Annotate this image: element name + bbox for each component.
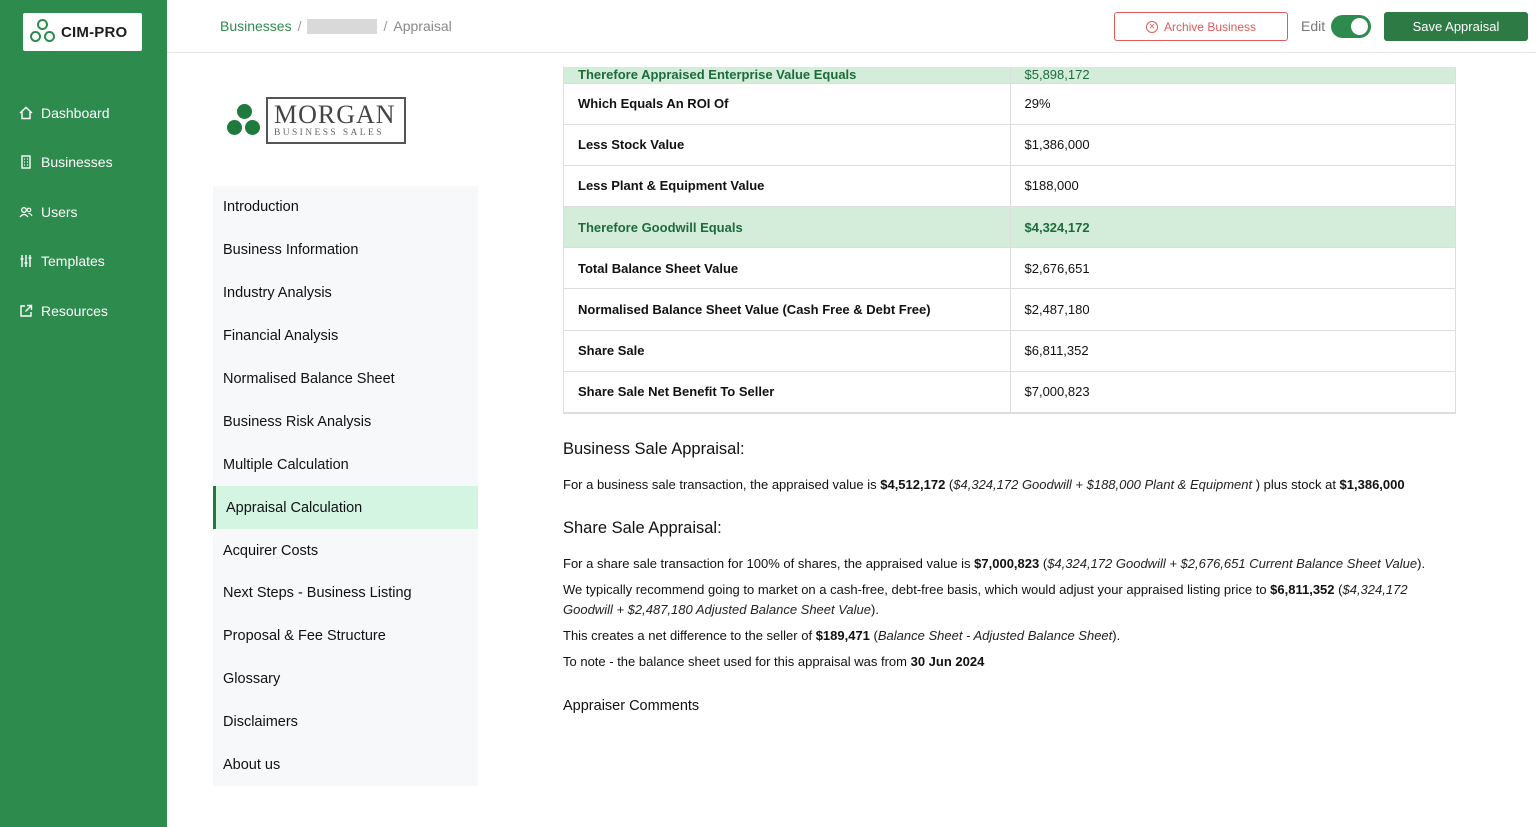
home-icon xyxy=(18,105,34,121)
appraiser-comments-heading: Appraiser Comments xyxy=(563,698,700,714)
row-label: Less Stock Value xyxy=(564,124,1010,165)
section-normalised-balance-sheet[interactable]: Normalised Balance Sheet xyxy=(223,371,395,387)
table-row xyxy=(564,124,1455,165)
text: ( xyxy=(1039,556,1048,571)
row-label: Less Plant & Equipment Value xyxy=(564,165,1010,206)
text: We typically recommend going to market on a cash-free, debt-free basis, which would adjust your appraised listing price to xyxy=(563,582,1271,597)
table-row xyxy=(564,330,1455,371)
section-multiple-calculation[interactable]: Multiple Calculation xyxy=(223,456,349,473)
row-value: $7,000,823 xyxy=(1010,371,1455,412)
section-menu xyxy=(213,186,478,786)
users-icon xyxy=(18,204,34,220)
section-industry-analysis[interactable]: Industry Analysis xyxy=(223,285,332,302)
row-label: Therefore Goodwill Equals xyxy=(564,207,1010,248)
table-row xyxy=(564,67,1455,83)
share-sale-paragraph-3 xyxy=(563,626,1443,646)
value: $1,386,000 xyxy=(1339,477,1405,492)
value: $4,512,172 xyxy=(880,477,946,492)
sidebar-item-resources[interactable] xyxy=(0,286,167,336)
section-financial-analysis[interactable]: Financial Analysis xyxy=(223,328,339,345)
brand-subtitle: BUSINESS SALES xyxy=(274,128,384,138)
row-label: Which Equals An ROI Of xyxy=(564,83,1010,124)
sidebar-item-label: Dashboard xyxy=(41,104,110,121)
row-value: $5,898,172 xyxy=(1010,67,1455,83)
text: To note - the balance sheet used for this appraisal was from xyxy=(563,654,911,669)
table-row-highlighted xyxy=(564,207,1455,248)
text: ( xyxy=(869,628,878,643)
table-row xyxy=(564,371,1455,412)
row-value: $6,811,352 xyxy=(1010,330,1455,371)
row-value: $1,386,000 xyxy=(1010,124,1455,165)
sidebar-item-label: Users xyxy=(41,203,78,220)
text: ( xyxy=(1334,582,1343,597)
business-sale-paragraph xyxy=(563,475,1443,495)
text: ). xyxy=(871,602,879,617)
sidebar-item-businesses[interactable] xyxy=(0,138,167,188)
client-brand-logo xyxy=(226,97,406,144)
section-introduction[interactable]: Introduction xyxy=(223,199,299,216)
appraisal-table xyxy=(563,67,1456,414)
row-value: $2,676,651 xyxy=(1010,248,1455,289)
archive-business-label: Archive Business xyxy=(1163,19,1257,34)
sidebar xyxy=(0,0,167,827)
sidebar-item-label: Businesses xyxy=(41,154,113,171)
text: For a share sale transaction for 100% of shares, the appraised value is xyxy=(563,556,975,571)
business-sale-heading: Business Sale Appraisal: xyxy=(563,440,745,458)
sidebar-item-label: Templates xyxy=(41,253,105,270)
section-proposal-fee[interactable]: Proposal & Fee Structure xyxy=(223,628,386,645)
row-label: Share Sale Net Benefit To Seller xyxy=(564,371,1010,412)
note: $4,324,172 Goodwill + $188,000 Plant & Equipment xyxy=(953,477,1253,492)
breadcrumb-redacted-business[interactable] xyxy=(307,19,377,34)
table-row xyxy=(564,83,1455,124)
top-bar xyxy=(167,0,1536,53)
section-business-risk-analysis[interactable]: Business Risk Analysis xyxy=(223,413,372,430)
share-sale-heading: Share Sale Appraisal: xyxy=(563,519,722,537)
row-value: $2,487,180 xyxy=(1010,289,1455,330)
text: For a business sale transaction, the appraised value is xyxy=(563,477,881,492)
close-circle-icon: ✕ xyxy=(1146,21,1158,33)
row-label: Total Balance Sheet Value xyxy=(564,248,1010,289)
table-row xyxy=(564,248,1455,289)
edit-label: Edit xyxy=(1301,18,1326,34)
archive-business-button[interactable] xyxy=(1114,12,1288,41)
share-sale-paragraph-1 xyxy=(563,554,1443,574)
brand-name: MORGAN xyxy=(274,100,396,129)
sidebar-item-users[interactable] xyxy=(0,187,167,237)
section-disclaimers[interactable]: Disclaimers xyxy=(223,714,298,731)
edit-toggle[interactable] xyxy=(1331,15,1371,38)
save-appraisal-button[interactable]: Save Appraisal xyxy=(1384,12,1528,41)
logo-icon xyxy=(29,18,57,46)
brand-dots-icon xyxy=(226,103,262,139)
breadcrumb-current: Appraisal xyxy=(393,18,452,34)
text: ). xyxy=(1112,628,1121,643)
value: 30 Jun 2024 xyxy=(910,654,985,669)
breadcrumb-separator: / xyxy=(297,18,302,34)
table-row xyxy=(564,165,1455,206)
sidebar-item-templates[interactable] xyxy=(0,237,167,287)
breadcrumb-businesses-link[interactable]: Businesses xyxy=(220,18,292,34)
note: Balance Sheet - Adjusted Balance Sheet xyxy=(877,628,1113,643)
note: $4,324,172 Goodwill + $2,487,180 Adjusted Balance Sheet Value xyxy=(563,582,1408,617)
text: This creates a net difference to the seller of xyxy=(563,628,816,643)
sidebar-nav xyxy=(0,88,167,336)
share-sale-paragraph-4 xyxy=(563,652,1443,672)
logo-text: CIM-PRO xyxy=(61,23,128,41)
row-label: Therefore Appraised Enterprise Value Equals xyxy=(564,67,1010,83)
breadcrumb-separator: / xyxy=(383,18,388,34)
toggle-knob xyxy=(1351,18,1368,35)
section-business-information[interactable]: Business Information xyxy=(223,242,359,259)
note: $4,324,172 Goodwill + $2,676,651 Current Balance Sheet Value xyxy=(1047,556,1418,571)
row-value: $4,324,172 xyxy=(1010,207,1455,248)
row-value: $188,000 xyxy=(1010,165,1455,206)
row-label: Normalised Balance Sheet Value (Cash Free & Debt Free) xyxy=(564,289,1010,330)
section-glossary[interactable]: Glossary xyxy=(223,671,281,688)
sliders-icon xyxy=(18,253,34,269)
brand-box xyxy=(266,97,406,144)
external-link-icon xyxy=(18,303,34,319)
appraisal-summary xyxy=(563,440,1443,730)
sidebar-item-label: Resources xyxy=(41,302,108,319)
building-icon xyxy=(18,154,34,170)
section-next-steps[interactable]: Next Steps - Business Listing xyxy=(223,585,412,602)
app-logo[interactable] xyxy=(23,13,142,51)
section-appraisal-calculation[interactable]: Appraisal Calculation xyxy=(213,486,478,529)
value: $189,471 xyxy=(815,628,870,643)
sidebar-item-dashboard[interactable] xyxy=(0,88,167,138)
row-value: 29% xyxy=(1010,83,1455,124)
table-row xyxy=(564,289,1455,330)
value: $7,000,823 xyxy=(974,556,1040,571)
value: $6,811,352 xyxy=(1270,582,1335,597)
text: ( xyxy=(945,477,954,492)
share-sale-paragraph-2 xyxy=(563,580,1443,620)
row-label: Share Sale xyxy=(564,330,1010,371)
text: ) plus stock at xyxy=(1252,477,1340,492)
breadcrumb xyxy=(220,18,452,34)
section-acquirer-costs[interactable]: Acquirer Costs xyxy=(223,542,319,559)
section-about-us[interactable]: About us xyxy=(223,757,281,774)
text: ). xyxy=(1417,556,1426,571)
